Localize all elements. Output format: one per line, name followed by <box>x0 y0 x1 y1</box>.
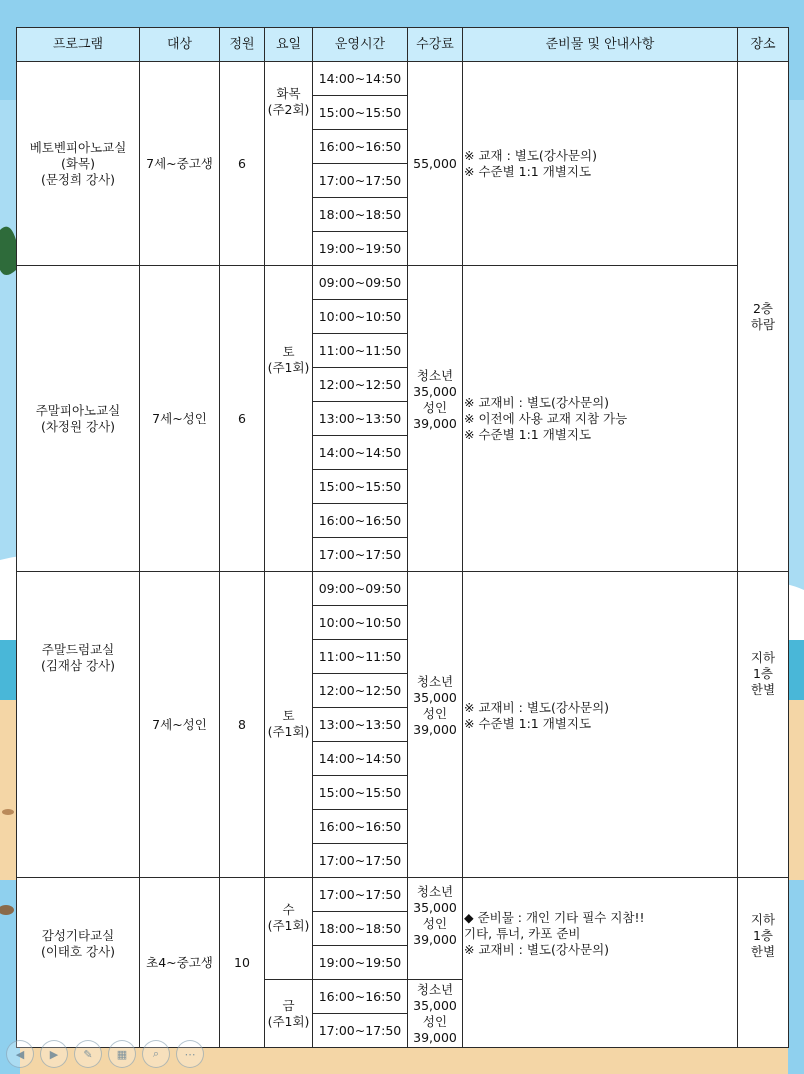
header-location: 장소 <box>738 28 789 62</box>
time-cell: 16:00~16:50 <box>313 980 408 1014</box>
fee-line: 청소년 <box>416 884 454 899</box>
fee-cell <box>408 266 463 572</box>
time-cell: 13:00~13:50 <box>313 402 408 436</box>
note-line: ※ 교재비 : 별도(강사문의) <box>464 942 610 957</box>
note-line: ※ 교재비 : 별도(강사문의) <box>464 394 610 410</box>
day-line: (주1회) <box>267 360 310 375</box>
fee-cell <box>408 572 463 878</box>
program-name-cell <box>17 62 140 266</box>
location-line: 1층 <box>752 928 774 943</box>
time-cell: 16:00~16:50 <box>313 130 408 164</box>
fee-cell <box>408 62 463 266</box>
time-cell: 17:00~17:50 <box>313 844 408 878</box>
location-cell <box>738 878 789 1048</box>
fee-line: 39,000 <box>413 722 457 737</box>
fee-line: 청소년 <box>416 981 454 997</box>
program-name-line: (김재삼 강사) <box>40 658 116 673</box>
table-row <box>17 572 789 606</box>
time-cell: 14:00~14:50 <box>313 436 408 470</box>
program-name-line: 감성기타교실 <box>41 928 115 943</box>
location-line: 2층 <box>752 300 774 316</box>
time-cell: 17:00~17:50 <box>313 164 408 198</box>
note-line: ※ 이전에 사용 교재 지참 가능 <box>464 410 628 426</box>
location-line: 한별 <box>750 944 776 959</box>
day-line: (주1회) <box>267 1013 310 1029</box>
day-cell <box>265 266 313 572</box>
zoom-icon[interactable]: ⌕ <box>142 1040 170 1068</box>
target-cell: 7세~중고생 <box>140 62 220 266</box>
fee-cell <box>408 878 463 980</box>
location-cell <box>738 62 789 572</box>
time-cell: 15:00~15:50 <box>313 776 408 810</box>
day-cell <box>265 572 313 878</box>
capacity-cell: 6 <box>220 266 265 572</box>
fee-line: 성인 <box>422 400 448 415</box>
time-cell: 16:00~16:50 <box>313 810 408 844</box>
fee-line: 성인 <box>422 916 448 931</box>
time-cell: 19:00~19:50 <box>313 946 408 980</box>
note-line: ※ 수준별 1:1 개별지도 <box>464 716 592 731</box>
fee-cell <box>408 980 463 1048</box>
time-cell: 16:00~16:50 <box>313 504 408 538</box>
location-line: 1층 <box>752 666 774 681</box>
note-line: 기타, 튜너, 카포 준비 <box>464 926 581 941</box>
location-line: 지하 <box>750 912 776 927</box>
time-cell: 17:00~17:50 <box>313 538 408 572</box>
note-line: ※ 수준별 1:1 개별지도 <box>464 426 592 442</box>
note-line: ※ 교재 : 별도(강사문의) <box>464 147 597 163</box>
time-cell: 17:00~17:50 <box>313 1014 408 1048</box>
header-row <box>17 28 789 62</box>
day-line: 토 <box>282 344 295 359</box>
prev-icon[interactable]: ◀ <box>6 1040 34 1068</box>
header-time: 운영시간 <box>313 28 408 62</box>
fee-line: 39,000 <box>413 416 457 431</box>
fee-line: 35,000 <box>413 384 457 399</box>
table-row <box>17 878 789 912</box>
program-name-cell <box>17 266 140 572</box>
slideshow-toolbar <box>6 1040 204 1070</box>
program-name-cell <box>17 878 140 1048</box>
time-cell: 15:00~15:50 <box>313 470 408 504</box>
header-notes: 준비물 및 안내사항 <box>463 28 738 62</box>
time-cell: 11:00~11:50 <box>313 334 408 368</box>
target-cell: 초4~중고생 <box>140 878 220 1048</box>
program-name-line: (문정희 강사) <box>40 171 116 187</box>
program-name-line: 주말드럼교실 <box>41 642 115 657</box>
capacity-cell: 8 <box>220 572 265 878</box>
day-line: 금 <box>282 997 295 1013</box>
fee-line: 35,000 <box>413 900 457 915</box>
fee-line: 39,000 <box>413 1029 457 1045</box>
time-cell: 18:00~18:50 <box>313 198 408 232</box>
time-cell: 09:00~09:50 <box>313 572 408 606</box>
fee-line: 청소년 <box>416 674 454 689</box>
fee-line: 55,000 <box>413 155 457 171</box>
time-cell: 14:00~14:50 <box>313 62 408 96</box>
time-cell: 10:00~10:50 <box>313 606 408 640</box>
program-name-cell <box>17 572 140 878</box>
time-cell: 19:00~19:50 <box>313 232 408 266</box>
header-target: 대상 <box>140 28 220 62</box>
location-line: 하람 <box>750 316 776 332</box>
location-line: 지하 <box>750 650 776 665</box>
day-line: (주1회) <box>267 918 310 933</box>
target-cell: 7세~성인 <box>140 572 220 878</box>
notes-cell <box>463 572 738 878</box>
fee-line: 39,000 <box>413 932 457 947</box>
time-cell: 13:00~13:50 <box>313 708 408 742</box>
day-line: (주2회) <box>267 102 310 117</box>
header-fee: 수강료 <box>408 28 463 62</box>
capacity-cell: 6 <box>220 62 265 266</box>
note-line: ◆ 준비물 : 개인 기타 필수 지참!! <box>464 910 645 925</box>
more-icon[interactable]: ⋯ <box>176 1040 204 1068</box>
time-cell: 09:00~09:50 <box>313 266 408 300</box>
program-name-line: (화목) <box>61 155 95 171</box>
slides-icon[interactable]: ▦ <box>108 1040 136 1068</box>
fee-line: 청소년 <box>416 368 454 383</box>
time-cell: 18:00~18:50 <box>313 912 408 946</box>
day-cell <box>265 62 313 266</box>
next-icon[interactable]: ▶ <box>40 1040 68 1068</box>
header-program: 프로그램 <box>17 28 140 62</box>
day-line: 화목 <box>276 86 301 101</box>
day-cell <box>265 878 313 980</box>
notes-cell <box>463 266 738 572</box>
capacity-cell: 10 <box>220 878 265 1048</box>
time-cell: 10:00~10:50 <box>313 300 408 334</box>
day-cell <box>265 980 313 1048</box>
day-line: (주1회) <box>267 724 310 739</box>
day-line: 수 <box>282 902 295 917</box>
time-cell: 12:00~12:50 <box>313 368 408 402</box>
program-name-line: (차정원 강사) <box>40 418 116 434</box>
target-cell: 7세~성인 <box>140 266 220 572</box>
notes-cell <box>463 878 738 1048</box>
time-cell: 11:00~11:50 <box>313 640 408 674</box>
table-row <box>17 266 789 300</box>
fee-line: 성인 <box>422 706 448 721</box>
time-cell: 17:00~17:50 <box>313 878 408 912</box>
location-cell <box>738 572 789 878</box>
program-name-line: (이태호 강사) <box>40 944 116 959</box>
location-line: 한별 <box>750 682 776 697</box>
note-line: ※ 교재비 : 별도(강사문의) <box>464 700 610 715</box>
time-cell: 14:00~14:50 <box>313 742 408 776</box>
fee-line: 성인 <box>422 1013 448 1029</box>
program-name-line: 베토벤피아노교실 <box>29 139 127 155</box>
header-day: 요일 <box>265 28 313 62</box>
time-cell: 15:00~15:50 <box>313 96 408 130</box>
note-line: ※ 수준별 1:1 개별지도 <box>464 163 592 179</box>
pen-icon[interactable]: ✎ <box>74 1040 102 1068</box>
fee-line: 35,000 <box>413 690 457 705</box>
header-capacity: 정원 <box>220 28 265 62</box>
program-name-line: 주말피아노교실 <box>35 402 121 418</box>
program-schedule-table <box>16 27 789 1048</box>
fee-line: 35,000 <box>413 997 457 1013</box>
time-cell: 12:00~12:50 <box>313 674 408 708</box>
table-row <box>17 62 789 96</box>
notes-cell <box>463 62 738 266</box>
day-line: 토 <box>282 708 295 723</box>
